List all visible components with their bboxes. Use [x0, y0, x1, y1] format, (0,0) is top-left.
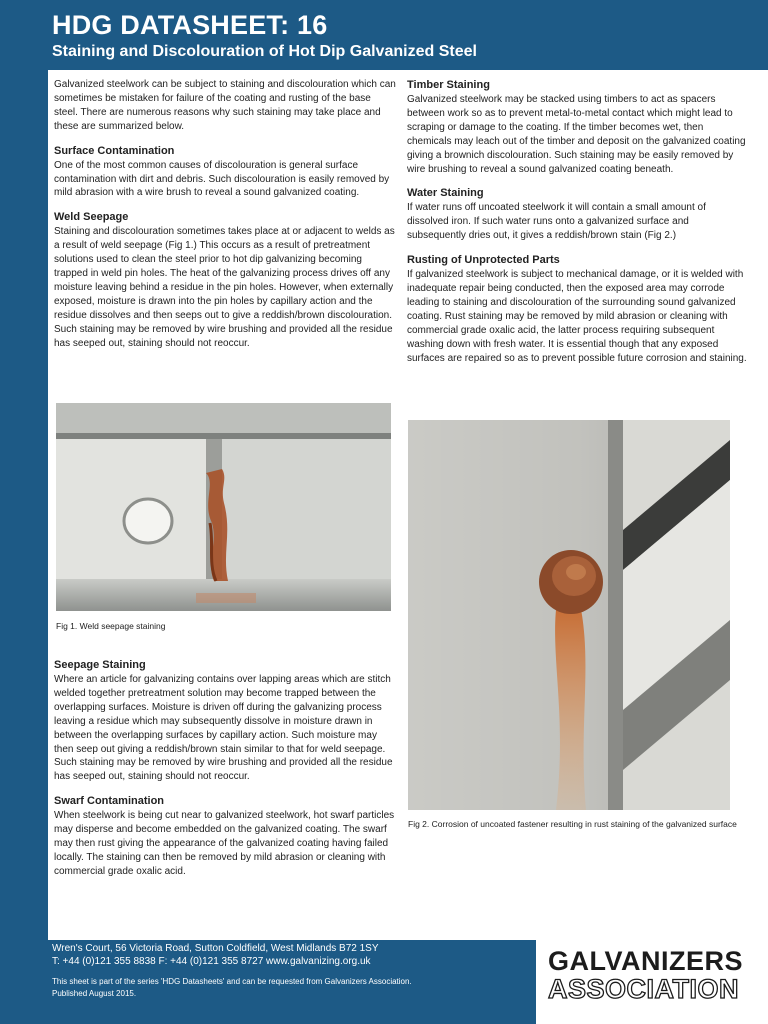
timber-staining-section — [407, 78, 747, 176]
logo-line-2: ASSOCIATION — [548, 974, 740, 1004]
section-heading: Weld Seepage — [54, 211, 129, 224]
section-heading: Surface Contamination — [54, 144, 175, 157]
right-column — [407, 78, 747, 376]
section-text: Staining and discolouration sometimes takes place at or adjacent to welds as a result of weld seepage (Fig 1.) This occurs as a result of pretreatment solutions used to clean the steel prior to hot dip galvanizing becoming trapped in weld pin holes. The heat of the galvanizing process drives off any moisture leaving behind a residue in the pin holes. However, when externally exposed, moisture is drawn into the pin holes by capillary action and the residue dissolves and then seeps out to give a reddish/brown discolouration. Such staining may be removed by wire brushing and provided all the residue has seeped out, staining should not reoccur. — [54, 226, 395, 349]
section-text: Where an article for galvanizing contains over lapping areas which are stitch welded together pretreatment solution may become trapped between the overlapping surfaces. Moisture is driven off during the galvanizing process leaving a residue which may subsequently dissolve in moisture drawn in between the overlapping surfaces by capillary action. Such moisture may then seep out giving a reddish/brown stain similar to that for weld seepage. Such staining may be removed by wire brushing and provided all the residue has seeped out, staining should not reoccur. — [54, 674, 393, 783]
weld-seepage-section — [54, 210, 396, 350]
fig2-caption: Fig 2. Corrosion of uncoated fastener resulting in rust staining of the galvanized surface — [408, 819, 737, 829]
intro-text: Galvanized steelwork can be subject to staining and discolouration which can sometimes be mistaken for failure of the coating and rusting of the base steel. There are numerous reasons why such staining may take place and these are summarized below. — [54, 79, 396, 132]
contact-line: T: +44 (0)121 355 8838 F: +44 (0)121 355 8727 www.galvanizing.org.uk — [52, 956, 371, 967]
footer-address — [52, 942, 379, 968]
section-heading: Water Staining — [407, 187, 484, 200]
footer-note: This sheet is part of the series 'HDG Datasheets' and can be requested from Galvanizers Association. Published August 2015. — [52, 977, 412, 998]
galvanizers-association-logo — [536, 938, 768, 1024]
section-text: If water runs off uncoated steelwork it will contain a small amount of dissolved iron. If such water runs onto a galvanized surface and subsequently dries out, it gives a reddish/brown stain (Fig 2.) — [407, 202, 706, 242]
left-column-lower — [54, 658, 396, 889]
left-column — [54, 78, 396, 361]
section-heading: Seepage Staining — [54, 659, 146, 671]
fig2-fastener-rust-photo — [408, 420, 730, 810]
water-staining-section — [407, 186, 747, 243]
section-heading: Timber Staining — [407, 79, 490, 91]
fig1-caption: Fig 1. Weld seepage staining — [56, 621, 166, 631]
page-subtitle: Staining and Discolouration of Hot Dip Galvanized Steel — [52, 43, 477, 60]
surface-contamination-section — [54, 144, 396, 201]
seepage-staining-section — [54, 658, 396, 784]
section-text: One of the most common causes of discolouration is general surface contamination with dirt and debris. Such discolouration is easily removed by mild abrasion with a wire brush to reveal a sound galvanized coating. — [54, 159, 390, 199]
section-text: If galvanized steelwork is subject to mechanical damage, or it is welded with inadequate repair being conducted, then the exposed area may corrode leading to staining and discolouration of the surrounding sound galvanized coating. Rust staining may be removed by mild abrasion or cleaning with commercial grade oxalic acid, the latter process requiring subsequent washing down with fresh water. It is essential though that any exposed surfaces are repaired so as to prevent possible future corrosion and staining. — [407, 269, 747, 364]
page-title: HDG DATASHEET: 16 — [52, 10, 328, 40]
swarf-contamination-section — [54, 794, 396, 879]
content-panel — [48, 70, 768, 940]
section-heading: Rusting of Unprotected Parts — [407, 254, 560, 267]
section-text: Galvanized steelwork may be stacked using timbers to act as spacers between work so as to prevent metal-to-metal contact which might lead to scraping or damage to the coating. If the timber becomes wet, then chemicals may leach out of the timber and deposit on the galvanized coating giving a brownich discolouration. Such staining may be easily removed by wire brushing to reveal a sound galvanized coating beneath. — [407, 94, 746, 175]
address-line-1: Wren's Court, 56 Victoria Road, Sutton Coldfield, West Midlands B72 1SY — [52, 943, 379, 954]
fig1-weld-seepage-photo — [56, 403, 391, 611]
page-header — [0, 0, 768, 70]
section-text: When steelwork is being cut near to galvanized steelwork, hot swarf particles may disperse and become embedded on the galvanized coating. The swarf may then rust giving the appearance of the galvanized coating having failed locally. The staining can then be removed by mild abrasion or cleaning with commercial grade oxalic acid. — [54, 810, 395, 877]
intro-section — [54, 78, 396, 134]
section-heading: Swarf Contamination — [54, 795, 165, 808]
logo-line-1: GALVANIZERS — [548, 946, 744, 976]
rusting-section — [407, 253, 747, 365]
